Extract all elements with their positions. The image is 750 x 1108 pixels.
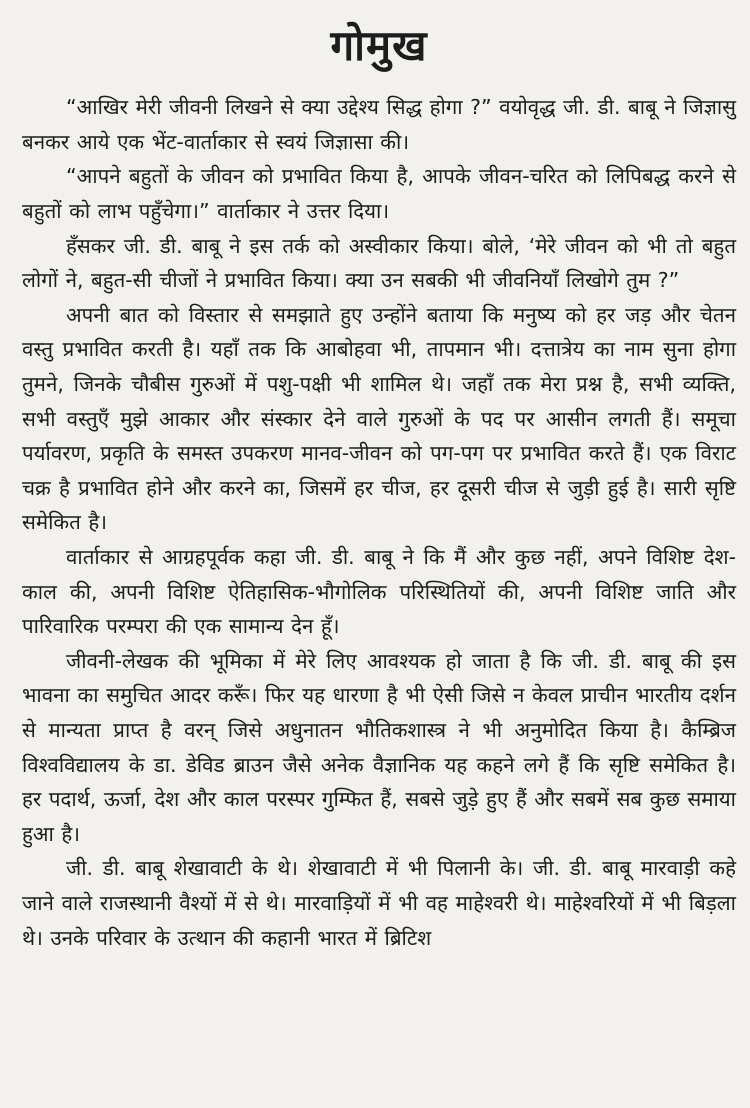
paragraph-7: जी. डी. बाबू शेखावाटी के थे। शेखावाटी में भी पिलानी के। जी. डी. बाबू मारवाड़ी कहे जाने वाले राजस्थानी वैश्यों में से थे। मारवाड़ियों में भी वह माहेश्वरी थे। माहेश्वरियों में भी बिड़ला थे। उनके परिवार के उत्थान की कहानी भारत में ब्रिटिश (22, 856, 736, 950)
paragraph-1: “आखिर मेरी जीवनी लिखने से क्या उद्देश्य सिद्ध होगा ?” वयोवृद्ध जी. डी. बाबू ने जिज्ञासु बनकर आये एक भेंट-वार्ताकार से स्वयं जिज्ञासा की। (22, 95, 736, 154)
chapter-title: गोमुख (330, 21, 428, 70)
paragraph-3: हँसकर जी. डी. बाबू ने इस तर्क को अस्वीकार किया। बोले, ‘मेरे जीवन को भी तो बहुत लोगों ने, बहुत-सी चीजों ने प्रभावित किया। क्या उन सबकी भी जीवनियाँ लिखोगे तुम ?” (22, 233, 736, 293)
paragraph-4: अपनी बात को विस्तार से समझाते हुए उन्होंने बताया कि मनुष्य को हर जड़ और चेतन वस्तु प्रभावित करती है। यहाँ तक कि आबोहवा भी, तापमान भी। दत्तात्रेय का नाम सुना होगा तुमने, जिनके चौबीस गुरुओं में पशु-पक्षी भी शामिल थे। जहाँ तक मेरा प्रश्न है, सभी व्यक्ति, सभी वस्तुएँ मुझे आकार और संस्कार देने वाले गुरुओं के पद पर आसीन लगती हैं। समूचा पर्यावरण, प्रकृति के समस्त उपकरण मानव-जीवन को पग-पग पर प्रभावित करते हैं। एक विराट चक्र है प्रभावित होने और करने का, जिसमें हर चीज, हर दूसरी चीज से जुड़ी हुई है। सारी सृष्टि समेकित है। (22, 302, 736, 535)
paragraph-5: वार्ताकार से आग्रहपूर्वक कहा जी. डी. बाबू ने कि मैं और कुछ नहीं, अपने विशिष्ट देश-काल की, अपनी विशिष्ट ऐतिहासिक-भौगोलिक परिस्थितियों की, अपनी विशिष्ट जाति और पारिवारिक परम्परा की एक सामान्य देन हूँ। (22, 545, 736, 639)
paragraph-6: जीवनी-लेखक की भूमिका में मेरे लिए आवश्यक हो जाता है कि जी. डी. बाबू की इस भावना का समुचित आदर करूँ। फिर यह धारणा है भी ऐसी जिसे न केवल प्राचीन भारतीय दर्शन से मान्यता प्राप्त है वरन् जिसे अधुनातन भौतिकशास्त्र ने भी अनुमोदित किया है। कैम्ब्रिज विश्वविद्यालय के डा. डेविड ब्राउन जैसे अनेक वैज्ञानिक यह कहने लगे हैं कि सृष्टि समेकित है। हर पदार्थ, ऊर्जा, देश और काल परस्पर गुम्फित हैं, सबसे जुड़े हुए हैं और सबमें सब कुछ समाया हुआ है। (22, 648, 736, 846)
paragraph-2: “आपने बहुतों के जीवन को प्रभावित किया है, आपके जीवन-चरित को लिपिबद्ध करने से बहुतों को लाभ पहुँचेगा।” वार्ताकार ने उत्तर दिया। (22, 164, 736, 224)
